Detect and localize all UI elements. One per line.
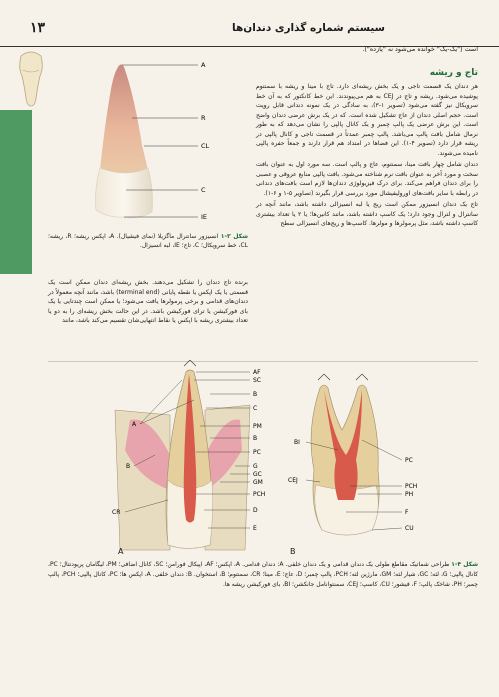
label-BI: BI xyxy=(294,439,300,446)
label-CL: CL xyxy=(201,142,210,150)
label-B2: B xyxy=(253,435,258,442)
right-column-text xyxy=(256,82,478,231)
paragraph: تاج یک دندان انسیزور ممکن است ریج یا لبه انسیزالی داشته باشد، مانند آنچه در سانترال و لترال وجود دارد؛ یک کاسپ داشته باشد، مانند کانین‌ها؛ یا ۲ یا تعداد بیشتری کاسپ داشته باشد، مثل پرمولرها و مولرها. کاسپ‌ها و ریج‌های انسیزالی سطح xyxy=(256,201,479,227)
label-B-left: B xyxy=(126,463,131,470)
label-IE: IE xyxy=(201,213,208,221)
label-A: A xyxy=(132,421,137,428)
label-CR: CR xyxy=(112,509,121,516)
figure-1-caption xyxy=(48,232,248,250)
label-B: B xyxy=(253,391,258,398)
figure-1-caption-label: شکل ۳-۱ xyxy=(220,233,248,240)
label-R: R xyxy=(201,114,206,122)
figure-longitudinal-sections xyxy=(110,360,480,555)
section-heading: تاج و ریشه xyxy=(429,68,478,78)
label-PC: PC xyxy=(253,449,261,456)
running-title: سیستم شماره گذاری دندان‌ها xyxy=(232,22,385,34)
panel-b-label: B xyxy=(290,547,296,556)
label-PCH: PCH xyxy=(253,491,266,498)
continuation-line: است ("یک-یک" خوانده می‌شود نه "یازده"). xyxy=(362,45,478,53)
label-GM: GM xyxy=(253,479,263,486)
left-column-text xyxy=(48,278,248,326)
figure-incisor-facial xyxy=(48,50,253,225)
label-AF: AF xyxy=(253,369,261,376)
label-C: C xyxy=(201,186,206,194)
figure-2-caption-text: طراحی شماتیک مقاطع طولی یک دندان قدامی و یک دندان خلفی. A: دندان قدامی. A، اپکس؛ AF، اپیکال فورامن؛ SC، کانال اضافی؛ PM، لیگامان پریودنتال؛ PC، کانال پالپی؛ G، لثه؛ GC، شیار لثه؛ GM، مارژین لثه؛ PCH، پالپ چمبر؛ D، عاج؛ E، مینا؛ CR، سمنتوم؛ B، استخوان. B: دندان خلفی. A، اپکس ها؛ PC، کانال پالپی؛ PCH، پالپ چمبر؛ PH، شاخک پالپ؛ F، فیشور؛ CU، کاسپ؛ CEJ، سمنتوانامل جانکشن؛ BI، بای فورکیشن ریشه ها. xyxy=(48,561,479,588)
label-GC: GC xyxy=(253,471,262,478)
label-SC: SC xyxy=(253,377,261,384)
figure-1-caption-text: انسیزور سانترال ماگزیلا (نمای فیشیال). A، اپکس ریشه؛ R، ریشه؛ CL، خط سرویکال؛ C، تاج؛ IE، لبه انسیزال. xyxy=(48,233,248,249)
label-E: E xyxy=(253,525,257,532)
apex-arrow xyxy=(184,360,196,366)
panel-a-label: A xyxy=(118,547,124,556)
label-PH: PH xyxy=(405,491,414,498)
label-CU: CU xyxy=(405,525,414,532)
label-CEJ: CEJ xyxy=(288,477,298,484)
label-PM: PM xyxy=(253,423,262,430)
label-C: C xyxy=(253,405,258,412)
panel-b-posterior-tooth xyxy=(311,374,379,535)
label-F: F xyxy=(405,509,409,516)
figure-2-caption-label: شکل ۴-۱ xyxy=(451,561,478,568)
tooth-crown xyxy=(96,168,153,218)
label-G: G xyxy=(253,463,258,470)
label-PC-b: PC xyxy=(405,457,413,464)
panel-a-anterior-tooth xyxy=(115,360,250,550)
paragraph: برنده تاج دندان را تشکیل می‌دهند. بخش ریشه‌ای دندان ممکن است یک قسمتی یا یک اپکس یا نقطه پایانی (terminal end) باشد، مانند آنچه معمولاً در دندان‌های قدامی و برخی پرمولرها یافت می‌شود؛ یا ممکن است چندتایی یا یک بای فورکیشن یا ترای فورکیشن باشد. در این حالت بخش ریشه‌ای را به دو یا تعداد بیشتری ریشه با اپکس یا نقاط انتهایی‌شان تقسیم می‌کند باشد، مانند xyxy=(48,279,249,325)
tooth-root xyxy=(100,65,148,174)
page-number: ۱۳ xyxy=(30,20,46,36)
label-D: D xyxy=(253,507,258,514)
paragraph: دندان شامل چهار بافت مینا، سمنتوم، عاج و پالپ است. سه مورد اول به عنوان بافت سخت و مورد آخر به عنوان بافت نرم شناخته می‌شود. بافت پالپی منابع عروقی و عصبی را برای دندان فراهم می‌کند. برای درک فیزیولوژی دندان‌ها لازم است بافت‌های دندانی در رابطه با سایر بافت‌های اورولیفیشال مورد بررسی قرار بگیرند (تصاویر ۵-۱ و ۶-۱). xyxy=(256,161,478,197)
page-header xyxy=(0,0,499,47)
figure-2-caption xyxy=(48,560,478,590)
chapter-color-tab xyxy=(0,110,32,274)
label-PCH-b: PCH xyxy=(405,483,418,490)
label-A: A xyxy=(201,61,206,69)
tooth-thumbnail-icon xyxy=(14,50,48,108)
paragraph: هر دندان یک قسمت تاجی و یک بخش ریشه‌ای دارد. تاج با مینا و ریشه با سمنتوم پوشیده می‌شود. ریشه و تاج در CEJ به هم می‌پیوندند. این خط کانکتور که به آن خط سرویکال نیز گفته می‌شود (تصویر ۱-۳)، به سادگی در یک نمونه دندانی قابل رویت است. حجم اصلی دندان از عاج تشکیل شده است. که در یک برش عرضی دندان واضح است. این برش عرضی یک پالپ چمبر و یک کانال پالپی را نشان می‌دهد که به طور نرمال شامل بافت پالپ می‌باشد. پالپ چمبر عمدتاً در قسمت تاجی و کانال پالپی در ریشه قرار دارد (تصویر ۴-۱). این فضاها در امتداد هم قرار دارند و جمعاً حفره پالپی نامیده می‌شوند. xyxy=(256,83,478,157)
